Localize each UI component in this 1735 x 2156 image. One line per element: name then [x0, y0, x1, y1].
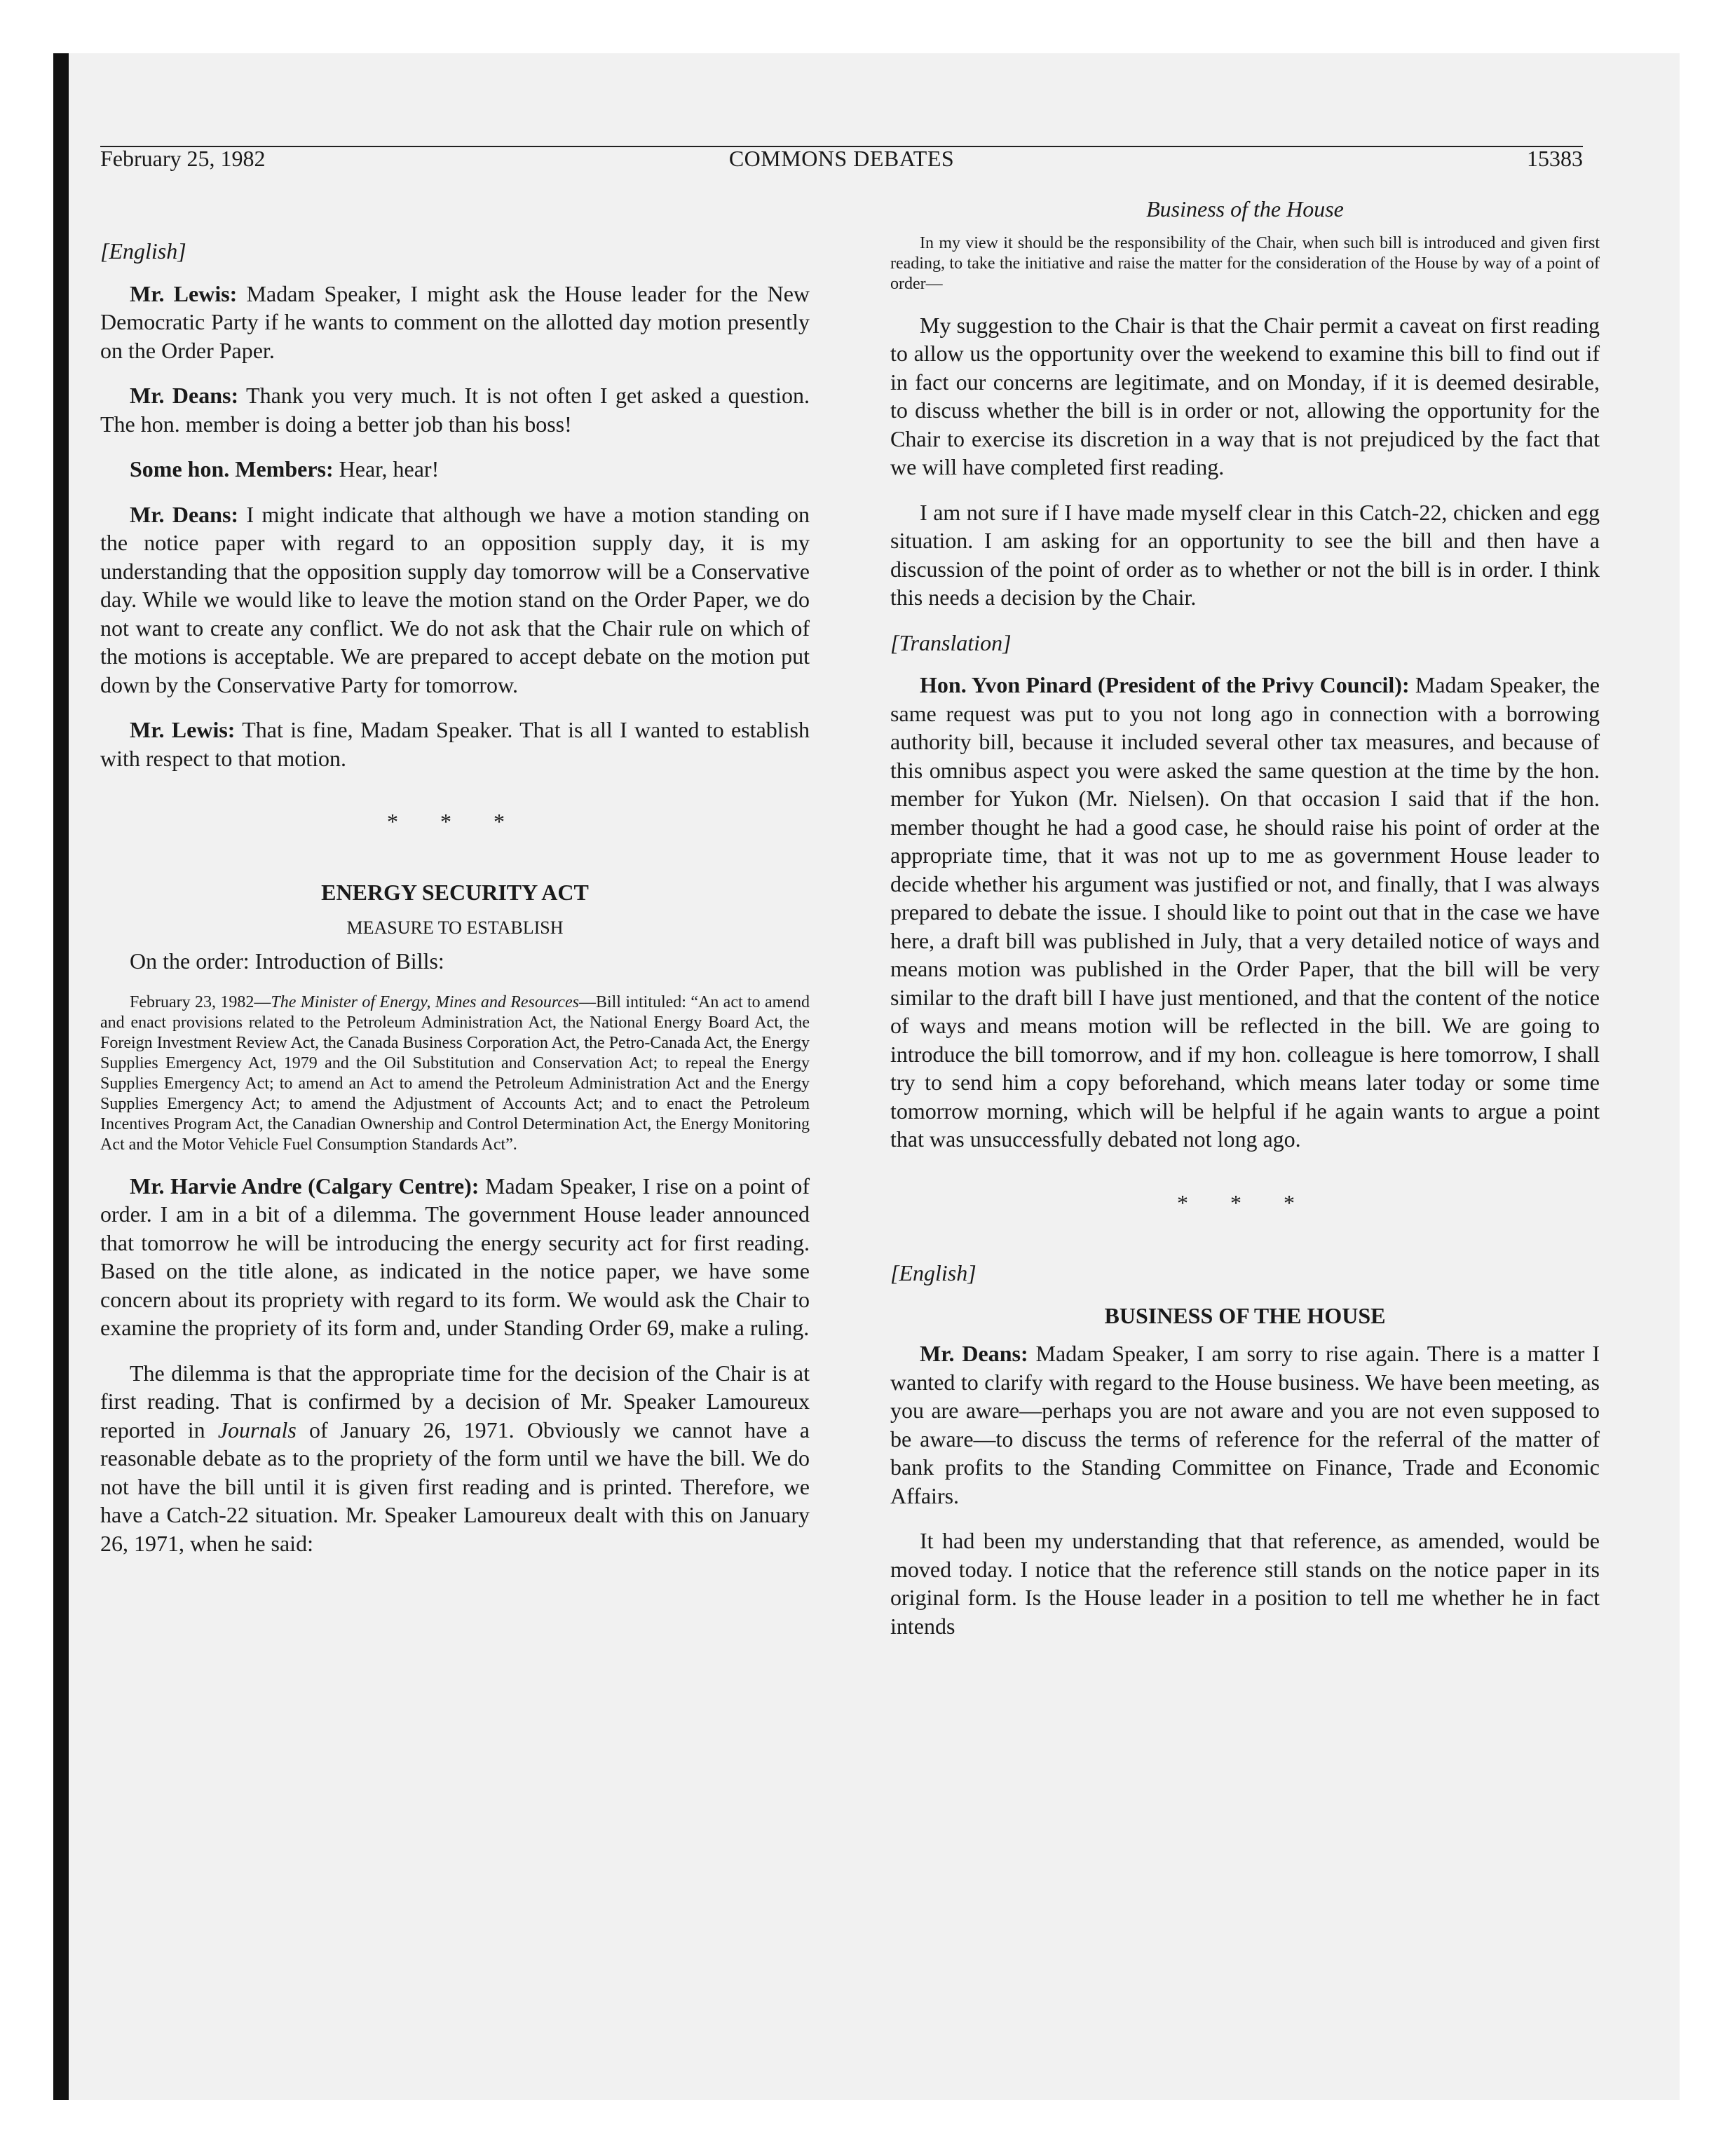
- bill-text: —Bill intituled: “An act to amend and enact provisions related to the Petroleum Administration Act, the National Energy Board Act, the Foreign Investment Review Act, the Canada Business Corporation Act, the Petro-Canada Act, the Energy Supplies Emergency Act, 1979 and the Oil Substitution and Conservation Act; to repeal the Energy Supplies Emergency Act; to amend an Act to amend the Petroleum Administration Act and the Energy Supplies Emergency Act; to amend the Adjustment of Accounts Act; and to enact the Petroleum Incentives Program Act, the Canadian Ownership and Control Determination Act, the Energy Monitoring Act and the Motor Vehicle Fuel Consumption Standards Act”.: [100, 992, 810, 1154]
- speaker-name: Mr. Deans:: [130, 501, 239, 527]
- speech-text: Madam Speaker, I might ask the House leader for the New Democratic Party if he wants to comment on the allotted day motion presently on the Order Paper.: [100, 280, 810, 363]
- speech-paragraph: [890, 671, 1600, 1154]
- speaker-name: Hon. Yvon Pinard (President of the Privy Council):: [920, 672, 1410, 697]
- speech-paragraph: I am not sure if I have made myself clear in this Catch-22, chicken and egg situation. I am asking for an opportunity to see the bill and then have a discussion of the point of order as to whether or not the bill is in order. I think this needs a decision by the Chair.: [890, 499, 1600, 610]
- speech-text: Madam Speaker, the same request was put to you not long ago in connection with a borrowing authority bill, because it included several other tax measures, and because of this omnibus aspect you were asked the same question at the time by the hon. member for Yukon (Mr. Nielsen). On that occasion I said that if the hon. member thought he had a good case, he should raise his point of order at the appropriate time, that it was not up to me as government House leader to decide whether his argument was justified or not, and finally, that I was always prepared to debate the issue. I should like to point out that in the case we have here, a draft bill was published in July, that a very detailed notice of ways and means motion was published in the Order Paper, that the bill will be very similar to the draft bill I have just mentioned, and that the content of the notice of ways and means motion will be reflected in the bill. We are going to introduce the bill tomorrow, and if my hon. colleague is here tomorrow, I shall try to send him a copy beforehand, which means later today or some time tomorrow morning, which will be helpful if he again wants to argue a point that was unsuccessfully debated not long ago.: [890, 672, 1600, 1152]
- section-title: ENERGY SECURITY ACT: [321, 879, 589, 905]
- speech-text: Thank you very much. It is not often I get asked a question. The hon. member is doing a better job than his boss!: [100, 383, 810, 437]
- speaker-name: Mr. Deans:: [130, 383, 239, 408]
- header-title: COMMONS DEBATES: [728, 146, 955, 171]
- journal-title: Journals: [217, 1417, 297, 1442]
- speech-paragraph: [100, 500, 810, 700]
- speaker-name: Mr. Lewis:: [130, 717, 236, 742]
- speech-text: Madam Speaker, I rise on a point of order. I am in a bit of a dilemma. The government House leader announced that tomorrow he will be introducing the energy security act for first reading. Based on the title alone, as indicated in the notice paper, we have some concern about its propriety with regard to its form. We would ask the Chair to examine the propriety of its form and, under Standing Order 69, make a ruling.: [100, 1173, 810, 1340]
- speech-paragraph: My suggestion to the Chair is that the Chair permit a caveat on first reading to allow us the opportunity over the weekend to examine this bill to find out if in fact our concerns are legitimate, and on Monday, if it is deemed desirable, to discuss whether the bill is in order or not, allowing the opportunity for the Chair to exercise its discretion in a way that is not prejudiced by the fact that we will have completed first reading.: [890, 312, 1600, 479]
- speech-paragraph: It had been my understanding that that reference, as amended, would be moved today. I notice that the reference still stands on the notice paper in its original form. Is the House leader in a position to tell me whether he in fact intends: [890, 1528, 1600, 1639]
- language-tag: [Translation]: [890, 629, 1012, 655]
- speech-paragraph: [100, 1172, 810, 1342]
- section-divider-stars: * * *: [387, 809, 523, 834]
- left-column: [100, 195, 810, 1574]
- running-head: Business of the House: [1146, 196, 1344, 221]
- speech-paragraph: [890, 1339, 1600, 1510]
- speech-paragraph: [100, 716, 810, 772]
- speech-text: That is fine, Madam Speaker. That is all I wanted to establish with respect to that motion.: [100, 717, 810, 771]
- bill-minister: The Minister of Energy, Mines and Resources: [271, 992, 579, 1011]
- right-column: [890, 195, 1600, 1657]
- header-date: February 25, 1982: [100, 146, 266, 171]
- speaker-name: Some hon. Members:: [130, 456, 334, 482]
- section-divider-stars: * * *: [1177, 1189, 1313, 1215]
- speech-paragraph: [100, 280, 810, 365]
- speech-text: Madam Speaker, I am sorry to rise again. There is a matter I wanted to clarify with regard to the House business. We have been meeting, as you are aware—perhaps you are not aware and you are not even supposed to be aware—to discuss the terms of reference for the referral of the matter of bank profits to the Standing Committee on Finance, Trade and Economic Affairs.: [890, 1341, 1600, 1508]
- bill-date: February 23, 1982—: [130, 992, 271, 1011]
- speaker-name: Mr. Deans:: [920, 1341, 1028, 1366]
- speech-text: The dilemma is that the appropriate time for the decision of the Chair is at first reading. That is confirmed by a decision of Mr. Speaker Lamoureux reported in: [100, 1360, 810, 1442]
- speech-text: I might indicate that although we have a motion standing on the notice paper with regard to an opposition supply day, it is my understanding that the opposition supply day tomorrow will be a Conservative day. While we would like to leave the motion stand on the Order Paper, we do not want to create any conflict. We do not ask that the Chair rule on which of the motions is acceptable. We are prepared to accept debate on the motion put down by the Conservative Party for tomorrow.: [100, 501, 810, 697]
- block-quote: In my view it should be the responsibility of the Chair, when such bill is introduced and given first reading, to take the initiative and raise the matter for the consideration of the House by way of a point of order—: [890, 233, 1600, 293]
- speech-paragraph: [100, 1359, 810, 1558]
- section-title: BUSINESS OF THE HOUSE: [1104, 1302, 1386, 1328]
- language-tag: [English]: [890, 1260, 977, 1285]
- page-header: [100, 144, 1583, 171]
- bill-notice: [100, 992, 810, 1155]
- speech-paragraph: [100, 381, 810, 438]
- speaker-name: Mr. Lewis:: [130, 280, 238, 306]
- speech-paragraph: [100, 455, 810, 484]
- speech-text: Hear, hear!: [333, 456, 440, 482]
- section-subtitle: MEASURE TO ESTABLISH: [346, 917, 564, 938]
- header-page-number: 15383: [1527, 146, 1583, 171]
- order-line: On the order: Introduction of Bills:: [130, 948, 444, 974]
- speaker-name: Mr. Harvie Andre (Calgary Centre):: [130, 1173, 479, 1199]
- language-tag: [English]: [100, 238, 186, 264]
- speech-text: of January 26, 1971. Obviously we cannot have a reasonable debate as to the propriety of the form until we have the bill. We do not have the bill until it is given first reading and is printed. Therefore, we have a Catch-22 situation. Mr. Speaker Lamoureux dealt with this on January 26, 1971, when he said:: [100, 1417, 810, 1556]
